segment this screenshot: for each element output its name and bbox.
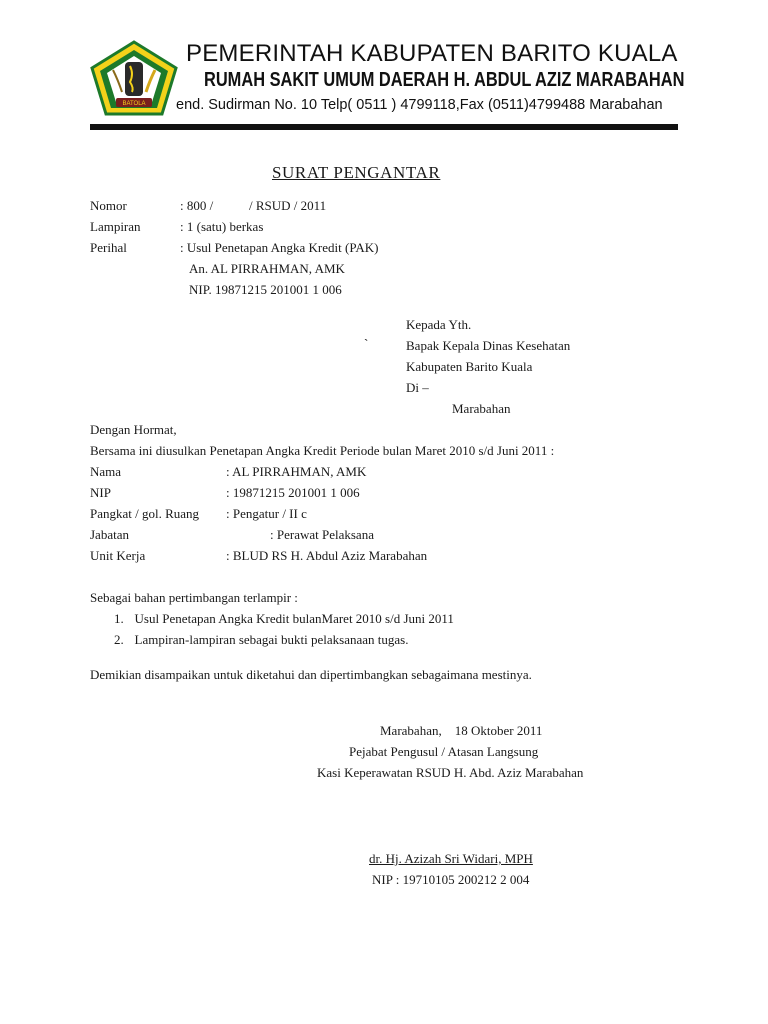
signatory-nip: NIP : 19710105 200212 2 004 [372, 872, 530, 887]
letter-title: SURAT PENGANTAR [272, 163, 441, 182]
closing-text: Demikian disampaikan untuk diketahui dan dipertimbangkan sebagaimana mestinya. [90, 667, 532, 682]
lampiran-label: Lampiran [90, 219, 141, 234]
signatory-role: Pejabat Pengusul / Atasan Langsung [349, 744, 539, 759]
attachment-item-1 [114, 611, 454, 627]
signatory-name: dr. Hj. Azizah Sri Widari, MPH [369, 851, 533, 866]
attachment-item-1-text: Usul Penetapan Angka Kredit bulanMaret 2010 s/d Juni 2011 [134, 611, 454, 626]
signatory-position: Kasi Keperawatan RSUD H. Abd. Aziz Marabahan [317, 765, 584, 780]
place-date: Marabahan, 18 Oktober 2011 [380, 723, 543, 738]
regency-logo [88, 40, 180, 116]
attachment-item-1-number: 1. [114, 611, 124, 626]
nama-label: Nama [90, 464, 122, 479]
perihal-name: An. AL PIRRAHMAN, AMK [189, 261, 345, 276]
attachment-item-2-text: Lampiran-lampiran sebagai bukti pelaksanaan tugas. [134, 632, 409, 647]
perihal-nip: NIP. 19871215 201001 1 006 [189, 282, 342, 297]
attachment-item-2-number: 2. [114, 632, 124, 647]
stray-mark: ` [364, 336, 369, 351]
recipient-di: Di – [406, 380, 429, 395]
perihal-label: Perihal [90, 240, 127, 255]
jabatan-value: : Perawat Pelaksana [270, 527, 374, 542]
pangkat-label: Pangkat / gol. Ruang [90, 506, 200, 521]
recipient-city: Marabahan [452, 401, 511, 416]
letterhead-divider [90, 124, 678, 130]
recipient-regency: Kabupaten Barito Kuala [406, 359, 533, 374]
letterhead-government: PEMERINTAH KABUPATEN BARITO KUALA [186, 40, 678, 67]
nip-value: : 19871215 201001 1 006 [226, 485, 360, 500]
recipient-salutation: Kepada Yth. [406, 317, 472, 332]
recipient-title: Bapak Kepala Dinas Kesehatan [406, 338, 571, 353]
unit-label: Unit Kerja [90, 548, 146, 563]
nomor-value: : 800 / / RSUD / 2011 [180, 198, 327, 213]
perihal-value: : Usul Penetapan Angka Kredit (PAK) [180, 240, 379, 255]
pangkat-value: : Pengatur / II c [226, 506, 307, 521]
letterhead-hospital: RUMAH SAKIT UMUM DAERAH H. ABDUL AZIZ MARABAHAN [204, 69, 685, 91]
intro-text: Bersama ini diusulkan Penetapan Angka Kredit Periode bulan Maret 2010 s/d Juni 2011 : [90, 443, 555, 458]
greeting: Dengan Hormat, [90, 422, 177, 437]
lampiran-value: : 1 (satu) berkas [180, 219, 264, 234]
unit-value: : BLUD RS H. Abdul Aziz Marabahan [226, 548, 428, 563]
nomor-label: Nomor [90, 198, 127, 213]
jabatan-label: Jabatan [90, 527, 129, 542]
attachment-item-2 [114, 632, 408, 648]
attachment-intro: Sebagai bahan pertimbangan terlampir : [90, 590, 298, 605]
svg-text:BATOLA: BATOLA [122, 101, 146, 107]
nip-label: NIP [90, 485, 111, 500]
letterhead-address: end. Sudirman No. 10 Telp( 0511 ) 4799118,Fax (0511)4799488 Marabahan [176, 97, 663, 113]
nama-value: : AL PIRRAHMAN, AMK [226, 464, 367, 479]
